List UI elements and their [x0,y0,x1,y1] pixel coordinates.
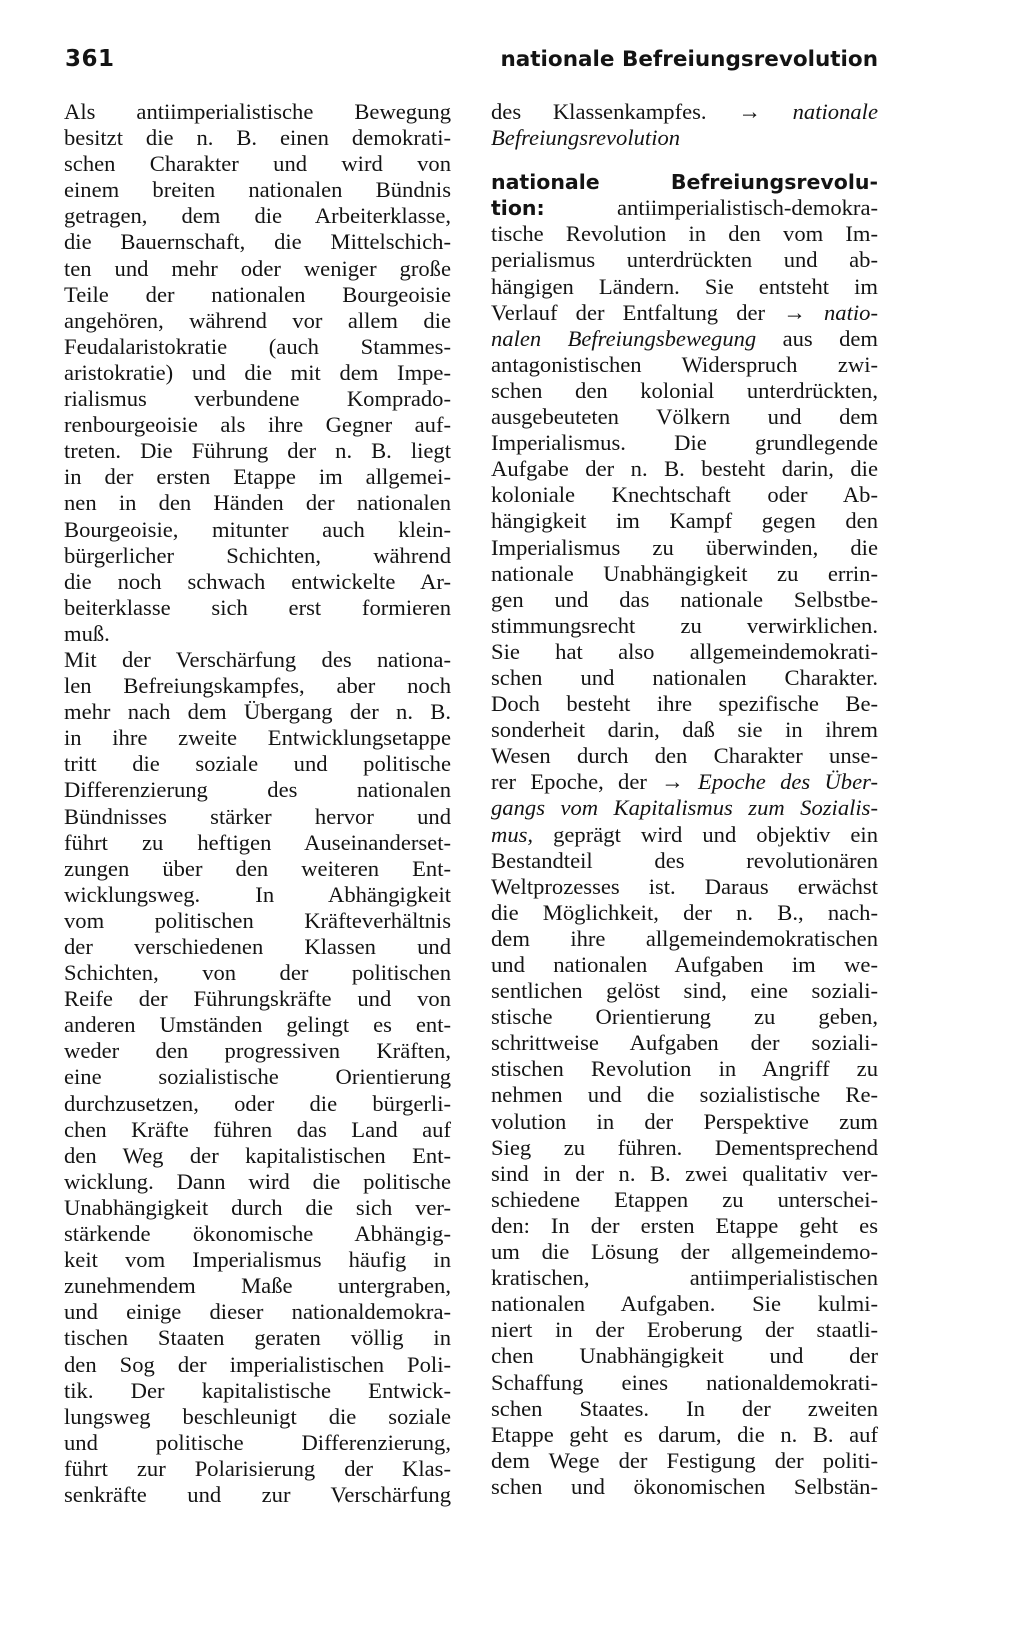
text-line [491,1082,878,1108]
text-line [491,247,878,273]
line-text: Schaffung eines nationaldemokrati- [491,1369,878,1395]
line-text: nationalen Aufgaben. Sie kulmi- [491,1291,878,1317]
line-text: hängigen Ländern. Sie entsteht im [491,273,878,299]
line-text: den: In der ersten Etappe geht es [491,1212,878,1238]
line-text: aus dem [756,325,878,351]
text-line [64,1221,451,1247]
text-line [64,490,451,516]
text-line [491,874,878,900]
line-text: ausgebeuteten Völkern und dem [491,404,878,430]
text-line [491,1396,878,1422]
line-text: chen Kräfte führen das Land auf [64,1116,451,1142]
line-text: Bündnisses stärker hervor und [64,803,451,829]
text-line [64,960,451,986]
text-line [491,169,878,195]
text-line [64,1117,451,1143]
text-line [491,378,878,404]
text-line [64,1299,451,1325]
text-line [491,900,878,926]
line-text: zungen über den weiteren Ent- [64,855,451,881]
line-text: in der ersten Etappe im allgemei- [64,464,451,490]
text-line [491,665,878,691]
text-line [491,1004,878,1030]
text-line [64,882,451,908]
text-line [491,1056,878,1082]
line-text: den Sog der imperialistischen Poli- [64,1351,451,1377]
line-text: schen Staates. In der zweiten [491,1395,878,1421]
line-text: renbourgeoisie als ihre Gegner auf- [64,412,451,438]
line-text: Teile der nationalen Bourgeoisie [64,281,451,307]
line-text: Imperialismus zu überwinden, die [491,534,878,560]
text-line [64,1064,451,1090]
text-line [64,282,451,308]
text-line [64,177,451,203]
text-line [491,300,878,326]
cross-reference: → nationale [738,99,878,124]
line-text: angehören, während vor allem die [64,307,451,333]
line-text: beiterklasse sich erst formieren [64,594,451,620]
text-line [64,830,451,856]
line-text: muß. [64,620,110,646]
text-line [491,1474,878,1500]
text-line [491,1030,878,1056]
line-text: schen und ökonomischen Selbstän- [491,1473,878,1499]
text-line [491,508,878,534]
text-line [491,274,878,300]
line-text: nen in den Händen der nationalen [64,490,451,516]
line-text: geprägt wird und objektiv ein [533,821,878,847]
text-line [64,386,451,412]
line-text: schen Charakter und wird von [64,151,451,177]
text-line [64,908,451,934]
line-text: tritt die soziale und politische [64,751,451,777]
line-text: kratischen, antiimperialistischen [491,1265,878,1291]
line-text: stischen Revolution in Angriff zu [491,1056,878,1082]
line-text: durchzusetzen, oder die bürgerli- [64,1090,451,1116]
text-line [64,804,451,830]
text-line [64,438,451,464]
line-text: hängigkeit im Kampf gegen den [491,508,878,534]
line-text: chen Unabhängigkeit und der [491,1343,878,1369]
running-head: nationale Befreiungsrevolution [500,47,878,72]
line-text: schen den kolonial unterdrückten, [491,377,878,403]
text-line [491,1317,878,1343]
entry-headword: tion: [491,196,545,221]
line-text: rialismus verbundene Komprado- [64,386,451,412]
text-line [64,1325,451,1351]
text-line [491,795,878,821]
text-line [64,99,451,125]
line-text: mehr nach dem Übergang der n. B. [64,699,451,725]
line-text: Bourgeoisie, mitunter auch klein- [64,516,451,542]
line-text: wicklung. Dann wird die politische [64,1168,451,1194]
text-line [64,517,451,543]
line-text: stische Orientierung zu geben, [491,1004,878,1030]
text-line [64,543,451,569]
line-text: stimmungsrecht zu verwirklichen. [491,612,878,638]
line-text: Wesen durch den Charakter unse- [491,743,878,769]
text-line [491,978,878,1004]
text-line [64,1378,451,1404]
cross-reference: Befreiungsrevolution [491,125,681,151]
line-text: sentlichen gelöst sind, eine soziali- [491,978,878,1004]
line-text: antiimperialistisch-demokra- [544,195,878,221]
text-line [64,777,451,803]
line-text: Mit der Verschärfung des nationa- [64,646,451,672]
line-text: Verlauf der Entfaltung der [491,299,766,325]
text-line [64,1091,451,1117]
text-line [491,535,878,561]
line-text: Doch besteht ihre spezifische Be- [491,691,878,717]
line-text: Sieg zu führen. Dementsprechend [491,1134,878,1160]
line-text: weder den progressiven Kräften, [64,1038,451,1064]
text-line [64,360,451,386]
text-line [491,848,878,874]
right-column [491,99,878,1500]
line-text: nehmen und die sozialistische Re- [491,1082,878,1108]
text-line [491,1213,878,1239]
line-text: getragen, dem die Arbeiterklasse, [64,203,451,229]
line-text: besitzt die n. B. einen demokrati- [64,125,451,151]
text-line [64,673,451,699]
line-text: Etappe geht es darum, die n. B. auf [491,1421,878,1447]
text-line [491,1291,878,1317]
text-line [64,621,451,647]
line-text: eine sozialistische Orientierung [64,1064,451,1090]
text-line [491,691,878,717]
text-line [64,725,451,751]
line-text: Aufgabe der n. B. besteht darin, die [491,456,878,482]
text-line [491,926,878,952]
cross-reference: gangs vom Kapitalismus zum Sozialis- [491,795,878,821]
text-line [64,569,451,595]
paragraph-gap [491,151,878,169]
line-text: zunehmendem Maße untergraben, [64,1273,451,1299]
line-text: der verschiedenen Klassen und [64,934,451,959]
line-text: rer Epoche, der [491,769,647,795]
text-line [64,699,451,725]
line-text: tische Revolution in den vom Im- [491,221,878,247]
text-line [491,456,878,482]
text-line [64,464,451,490]
line-text: tik. Der kapitalistische Entwick- [64,1377,451,1403]
text-line [491,404,878,430]
line-text: schen und nationalen Charakter. [491,664,878,690]
text-line [491,639,878,665]
text-line [64,1169,451,1195]
text-line [491,99,878,125]
text-line [64,203,451,229]
text-line [64,125,451,151]
text-line [64,751,451,777]
line-text: aristokratie) und die mit dem Impe- [64,359,451,385]
page-number: 361 [65,46,115,72]
line-text: und nationalen Aufgaben im we- [491,952,878,977]
line-text: den Weg der kapitalistischen Ent- [64,1142,451,1168]
cross-reference: → natio- [783,299,878,325]
line-text: schiedene Etappen zu unterschei- [491,1186,878,1212]
line-text: nationale Unabhängigkeit zu errin- [491,560,878,586]
line-text: dem ihre allgemeindemokratischen [491,925,878,951]
text-line [64,256,451,282]
line-text: Unabhängigkeit durch die sich ver- [64,1194,451,1220]
text-line [491,1343,878,1369]
text-line [64,151,451,177]
line-text: antagonistischen Widerspruch zwi- [491,351,878,377]
text-line [64,986,451,1012]
text-line [491,952,878,978]
line-text: keit vom Imperialismus häufig in [64,1247,451,1273]
text-line [64,229,451,255]
line-text: len Befreiungskampfes, aber noch [64,673,451,699]
text-line [491,1265,878,1291]
text-line [64,1352,451,1378]
line-text: ten und mehr oder weniger große [64,255,451,281]
entry-headword: nationale Befreiungsrevolu- [491,170,878,195]
text-line [64,647,451,673]
line-text: bürgerlicher Schichten, während [64,542,451,568]
text-line [491,482,878,508]
line-text: tischen Staaten geraten völlig in [64,1325,451,1351]
text-line [491,195,878,221]
line-text: Sie hat also allgemeindemokrati- [491,638,878,664]
line-text: Weltprozesses ist. Daraus erwächst [491,873,878,899]
line-text: Bestandteil des revolutionären [491,847,878,873]
line-text: führt zu heftigen Auseinanderset- [64,829,451,855]
line-text: führt zur Polarisierung der Klas- [64,1455,451,1481]
text-line [64,1404,451,1430]
line-text: Schichten, von der politischen [64,960,451,986]
text-line [491,769,878,795]
text-line [491,1422,878,1448]
line-text: Feudalaristokratie (auch Stammes- [64,333,451,359]
line-text: senkräfte und zur Verschärfung [64,1481,451,1507]
text-line [64,1038,451,1064]
text-line [64,308,451,334]
text-line [491,221,878,247]
cross-reference: → Epoche des Über- [661,769,878,795]
line-text: anderen Umständen gelingt es ent- [64,1012,451,1038]
line-text: um die Lösung der allgemeindemo- [491,1239,878,1265]
text-line [64,856,451,882]
text-line [64,1430,451,1456]
line-text: stärkende ökonomische Abhängig- [64,1221,451,1247]
line-text: Reife der Führungskräfte und von [64,986,451,1012]
text-line [491,587,878,613]
line-text: sonderheit darin, daß sie in ihrem [491,717,878,743]
text-line [491,1370,878,1396]
line-text: sind in der n. B. zwei qualitativ ver- [491,1160,878,1186]
line-text: Als antiimperialistische Bewegung [64,99,451,124]
text-line [64,1012,451,1038]
line-text: dem Wege der Festigung der politi- [491,1447,878,1473]
line-text: die Bauernschaft, die Mittelschich- [64,229,451,255]
line-text: und politische Differenzierung, [64,1429,451,1455]
text-line [64,412,451,438]
line-text: wicklungsweg. In Abhängigkeit [64,881,451,907]
line-text: des Klassenkampfes. [491,99,707,124]
text-line [64,595,451,621]
line-text: perialismus unterdrückten und ab- [491,247,878,273]
line-text: einem breiten nationalen Bündnis [64,177,451,203]
text-line [64,1273,451,1299]
text-line [64,1456,451,1482]
line-text: schrittweise Aufgaben der soziali- [491,1030,878,1056]
line-text: die Möglichkeit, der n. B., nach- [491,899,878,925]
text-line [491,1135,878,1161]
text-line [491,326,878,352]
line-text: in ihre zweite Entwicklungsetappe [64,725,451,751]
text-line [491,430,878,456]
text-line [64,1195,451,1221]
line-text: vom politischen Kräfteverhältnis [64,907,451,933]
text-line [491,125,878,151]
line-text: treten. Die Führung der n. B. liegt [64,438,451,464]
line-text: Differenzierung des nationalen [64,777,451,803]
text-line [491,1239,878,1265]
line-text: niert in der Eroberung der staatli- [491,1317,878,1343]
line-text: koloniale Knechtschaft oder Ab- [491,482,878,508]
text-line [491,1187,878,1213]
line-text: gen und das nationale Selbstbe- [491,586,878,612]
text-line [64,334,451,360]
text-line [64,1482,451,1508]
text-line [491,613,878,639]
text-line [491,822,878,848]
cross-reference: mus, [491,821,534,847]
text-line [491,1161,878,1187]
text-line [64,1143,451,1169]
text-line [491,1448,878,1474]
line-text: lungsweg beschleunigt die soziale [64,1403,451,1429]
line-text: volution in der Perspektive zum [491,1108,878,1134]
line-text: die noch schwach entwickelte Ar- [64,568,451,594]
text-line [64,1247,451,1273]
line-text: und einige dieser nationaldemokra- [64,1299,451,1325]
text-line [491,743,878,769]
text-line [491,717,878,743]
text-line [491,1109,878,1135]
text-line [491,561,878,587]
text-line [491,352,878,378]
line-text: Imperialismus. Die grundlegende [491,430,878,456]
text-line [64,934,451,960]
cross-reference: nalen Befreiungsbewegung [491,325,757,351]
left-column [64,99,451,1508]
